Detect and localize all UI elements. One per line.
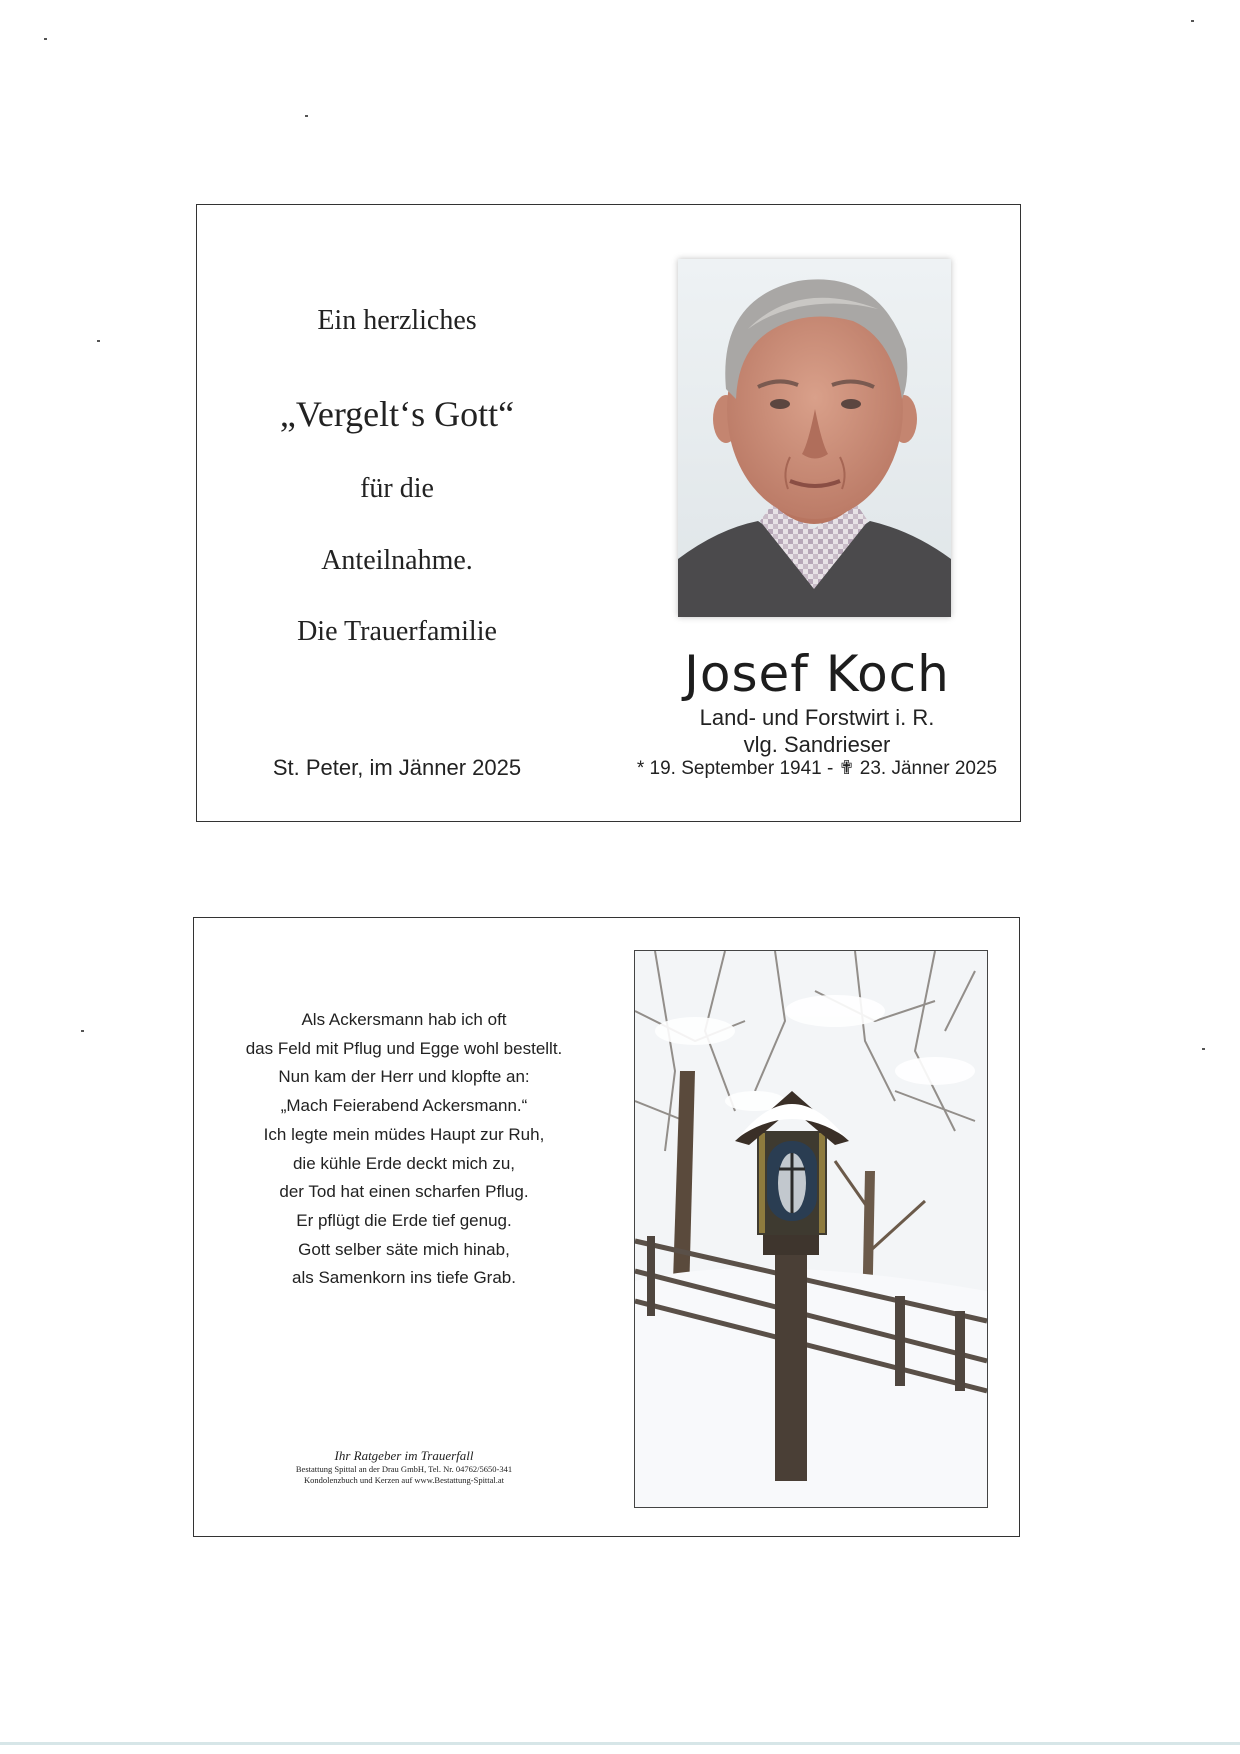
scan-speck	[305, 115, 308, 117]
funeral-home-note	[224, 1448, 584, 1486]
poem-line: „Mach Feierabend Ackersmann.“	[280, 1096, 528, 1116]
footer-website: Kondolenzbuch und Kerzen auf www.Bestattung-Spittal.at	[303, 1475, 505, 1485]
poem-line: Als Ackersmann hab ich oft	[301, 1010, 507, 1029]
scan-speck	[81, 1030, 84, 1032]
thanks-line: für die	[360, 473, 434, 504]
poem-card	[193, 917, 1020, 1537]
portrait-photo	[678, 259, 951, 617]
poem-line: als Samenkorn ins tiefe Grab.	[292, 1268, 516, 1288]
life-dates: * 19. September 1941 - ✟ 23. Jänner 2025	[636, 758, 998, 779]
scan-speck	[1202, 1048, 1205, 1050]
place-date: St. Peter, im Jänner 2025	[272, 755, 522, 780]
poem-line: das Feld mit Pflug und Egge wohl bestellt.	[245, 1038, 563, 1058]
poem-line: Gott selber säte mich hinab,	[298, 1239, 510, 1259]
poem-line: Ich legte mein müdes Haupt zur Ruh,	[263, 1124, 545, 1144]
poem-line: Nun kam der Herr und klopfte an:	[278, 1067, 530, 1087]
scan-speck	[1191, 20, 1194, 22]
thanks-line: Ein herzliches	[317, 305, 477, 336]
footer-title: Ihr Ratgeber im Trauerfall	[334, 1448, 474, 1463]
poem-line: Er pflügt die Erde tief genug.	[296, 1210, 512, 1230]
thank-you-card	[196, 204, 1021, 822]
alias-name: vlg. Sandrieser	[743, 732, 891, 757]
winter-shrine-photo	[634, 950, 988, 1508]
footer-contact: Bestattung Spittal an der Drau GmbH, Tel. Nr. 04762/5650-341	[295, 1464, 513, 1474]
poem-line: die kühle Erde deckt mich zu,	[292, 1153, 516, 1173]
scan-speck	[44, 38, 47, 40]
thanks-line: Anteilnahme.	[321, 545, 473, 576]
scan-edge	[0, 1742, 1240, 1745]
family-signature: Die Trauerfamilie	[297, 616, 497, 647]
thanks-headline: „Vergelt‘s Gott“	[279, 394, 515, 434]
poem	[214, 1006, 594, 1293]
scan-speck	[97, 340, 100, 342]
deceased-name: Josef Koch	[684, 645, 950, 703]
occupation: Land- und Forstwirt i. R.	[699, 705, 935, 730]
poem-line: der Tod hat einen scharfen Pflug.	[279, 1182, 529, 1202]
